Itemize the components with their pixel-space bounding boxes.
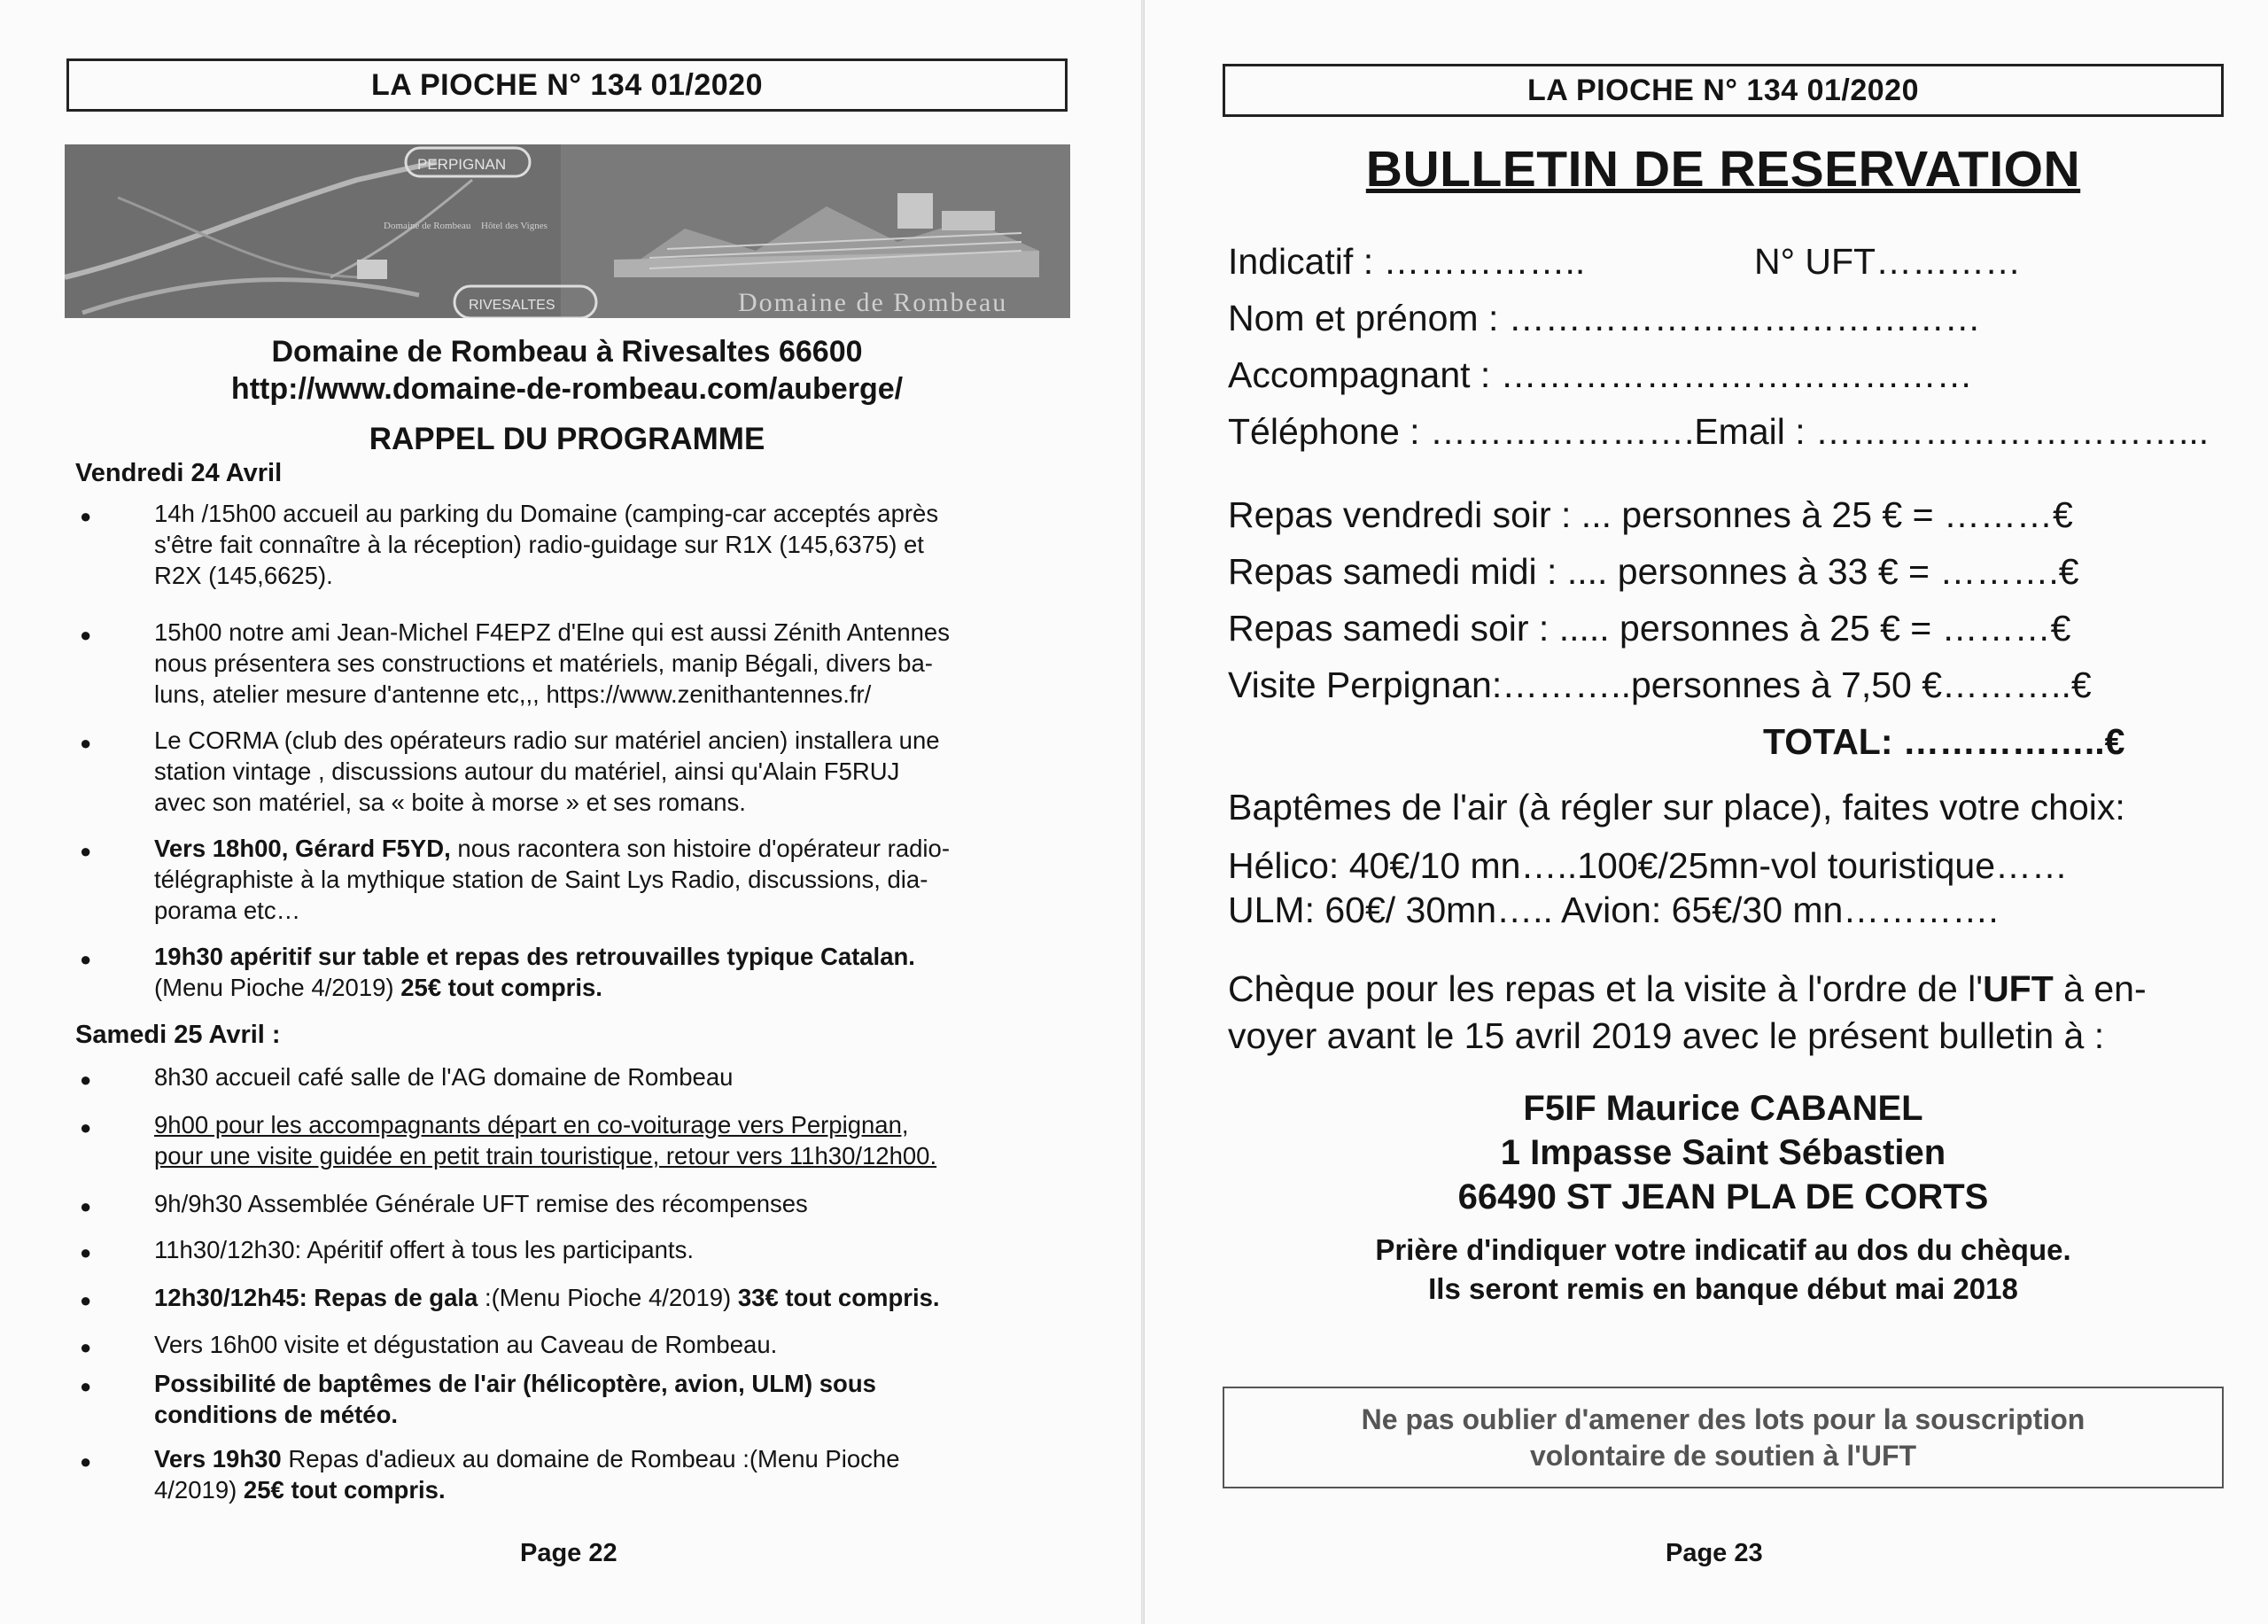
friday-label: Vendredi 24 Avril — [75, 459, 283, 487]
venue-title: Domaine de Rombeau à Rivesaltes 66600 — [271, 335, 863, 369]
reminder-box: Ne pas oublier d'amener des lots pour la souscription volontaire de soutien à l'UFT — [1223, 1387, 2224, 1488]
meal-saturday-evening[interactable]: Repas samedi soir : ..... personnes à 25 € = ………€ — [1228, 608, 2071, 649]
map-label-hotel: Hôtel des Vignes — [481, 221, 548, 231]
ulm-avion-option[interactable]: ULM: 60€/ 30mn….. Avion: 65€/30 mn…………. — [1228, 890, 1999, 930]
cheque-instructions-line2: voyer avant le 15 avril 2019 avec le présent bulletin à : — [1228, 1015, 2105, 1056]
bullet-icon: ● — [80, 1241, 92, 1263]
saturday-label: Samedi 25 Avril : — [75, 1021, 281, 1049]
total-field[interactable]: TOTAL: ……………..€ — [1763, 721, 2125, 762]
bullet-icon: ● — [80, 948, 92, 970]
bullet-icon: ● — [80, 1289, 92, 1311]
saturday-item-4: 11h30/12h30: Apéritif offert à tous les participants. — [154, 1236, 694, 1263]
saturday-item-1: 8h30 accueil café salle de l'AG domaine de Rombeau — [154, 1063, 734, 1091]
bullet-icon: ● — [80, 840, 92, 862]
friday-item-3: Le CORMA (club des opérateurs radio sur matériel ancien) installera une station vintage , discussions autour du matériel, ainsi qu'Alain F5RUJ avec son matériel, sa « boite à morse » et ses romans. — [154, 727, 940, 816]
saturday-item-3: 9h/9h30 Assemblée Générale UFT remise des récompenses — [154, 1190, 808, 1217]
friday-item-5: 19h30 apéritif sur table et repas des retrouvailles typique Catalan. (Menu Pioche 4/2019) 25€ tout compris. — [154, 943, 915, 1001]
bullet-icon: ● — [80, 505, 92, 527]
banner-image — [65, 144, 1070, 318]
page-number: Page 22 — [520, 1539, 617, 1567]
saturday-item-2: 9h00 pour les accompagnants départ en co-voiturage vers Perpignan, pour une visite guidée en petit train touristique, retour vers 11h30/12h00. — [154, 1111, 937, 1169]
saturday-item-6: Vers 16h00 visite et dégustation au Caveau de Rombeau. — [154, 1331, 778, 1358]
page-number: Page 23 — [1666, 1539, 1763, 1567]
bullet-icon: ● — [80, 1375, 92, 1397]
page-header: LA PIOCHE N° 134 01/2020 — [1223, 64, 2224, 117]
bullet-icon: ● — [80, 624, 92, 646]
right-page — [1143, 0, 2268, 1624]
indicatif-field[interactable]: Indicatif : …………….. — [1228, 241, 1586, 282]
helico-option[interactable]: Hélico: 40€/10 mn…..100€/25mn-vol touristique…… — [1228, 845, 2069, 886]
address-name: F5IF Maurice CABANEL — [1523, 1089, 1923, 1128]
map-label-perpignan: PERPIGNAN — [417, 156, 507, 173]
address-note1: Prière d'indiquer votre indicatif au dos du chèque. — [1375, 1233, 2071, 1266]
bullet-icon: ● — [80, 1450, 92, 1472]
page-header: LA PIOCHE N° 134 01/2020 — [66, 58, 1068, 112]
saturday-item-7: Possibilité de baptêmes de l'air (hélicoptère, avion, ULM) sous conditions de météo. — [154, 1370, 876, 1428]
phone-email-field[interactable]: Téléphone : ………………….Email : …………………………... — [1228, 411, 2210, 452]
bullet-icon: ● — [80, 1336, 92, 1358]
bulletin-title: BULLETIN DE RESERVATION — [1365, 141, 2081, 198]
address-street: 1 Impasse Saint Sébastien — [1500, 1133, 1946, 1172]
friday-item-2: 15h00 notre ami Jean-Michel F4EPZ d'Elne qui est aussi Zénith Antennes nous présentera ses constructions et matériels, manip Bégali, divers ba- luns, atelier mesure d'antenne etc,,, https://www.zenithantennes.fr/ — [154, 618, 950, 708]
bullet-icon: ● — [80, 1068, 92, 1091]
banner-caption: Domaine de Rombeau — [738, 288, 1008, 317]
saturday-item-5: 12h30/12h45: Repas de gala :(Menu Pioche 4/2019) 33€ tout compris. — [154, 1284, 940, 1311]
uft-number-field[interactable]: N° UFT………… — [1754, 241, 2022, 282]
visit-perpignan[interactable]: Visite Perpignan:………..personnes à 7,50 €………..€ — [1228, 664, 2092, 705]
cheque-instructions-line1: Chèque pour les repas et la visite à l'ordre de l'UFT à en- — [1228, 968, 2147, 1009]
map-label-domaine: Domaine de Rombeau — [384, 221, 471, 231]
meal-friday-evening[interactable]: Repas vendredi soir : ... personnes à 25 € = ………€ — [1228, 494, 2073, 535]
bullet-icon: ● — [80, 1116, 92, 1138]
friday-item-4: Vers 18h00, Gérard F5YD, nous racontera son histoire d'opérateur radio- télégraphiste à la mythique station de Saint Lys Radio, discussions, dia- porama etc… — [154, 835, 950, 924]
saturday-item-8: Vers 19h30 Repas d'adieux au domaine de Rombeau :(Menu Pioche 4/2019) 25€ tout compris. — [154, 1445, 900, 1504]
bullet-icon: ● — [80, 1195, 92, 1217]
baptemes-title: Baptêmes de l'air (à régler sur place), faites votre choix: — [1228, 787, 2125, 828]
meal-saturday-noon[interactable]: Repas samedi midi : .... personnes à 33 € = ……….€ — [1228, 551, 2079, 592]
address-note2: Ils seront remis en banque début mai 2018 — [1428, 1272, 2018, 1305]
name-field[interactable]: Nom et prénom : ………………………………… — [1228, 298, 1981, 338]
programme-title: RAPPEL DU PROGRAMME — [369, 422, 765, 456]
map-label-rivesaltes: RIVESALTES — [469, 298, 555, 313]
bullet-icon: ● — [80, 732, 92, 754]
companion-field[interactable]: Accompagnant : ………………………………… — [1228, 354, 1973, 395]
friday-item-1: 14h /15h00 accueil au parking du Domaine (camping-car acceptés après s'être fait connaître à la réception) radio-guidage sur R1X (145,6375) et R2X (145,6625). — [154, 500, 939, 589]
venue-url[interactable]: http://www.domaine-de-rombeau.com/auberge/ — [230, 372, 904, 406]
address-city: 66490 ST JEAN PLA DE CORTS — [1457, 1177, 1989, 1216]
